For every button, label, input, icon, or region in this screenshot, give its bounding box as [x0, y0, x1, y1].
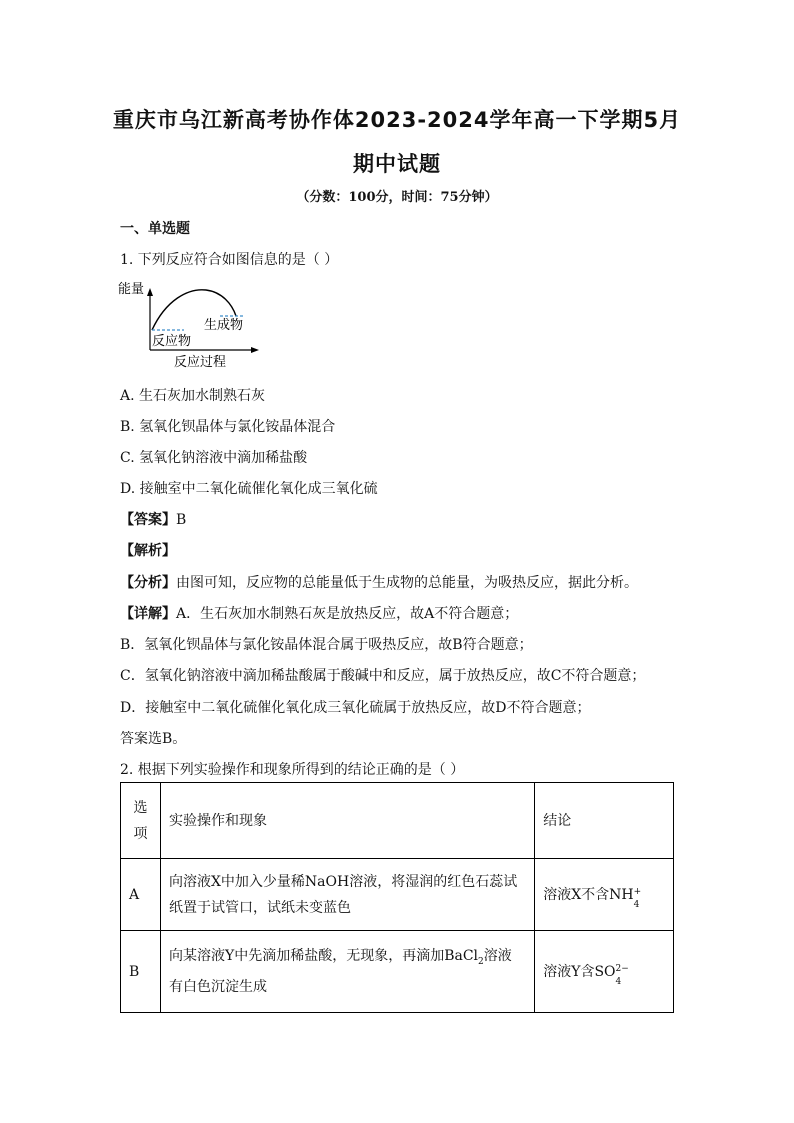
header-conclusion: 结论 — [535, 783, 674, 859]
xiangjie-c: C．氢氧化钠溶液中滴加稀盐酸属于酸碱中和反应，属于放热反应，故C不符合题意； — [120, 668, 646, 684]
xiangjie-b: B．氢氧化钡晶体与氯化铵晶体混合属于吸热反应，故B符合题意； — [120, 637, 533, 653]
x-axis-label: 反应过程 — [174, 355, 227, 370]
row-a-operation — [160, 859, 534, 931]
section-heading: 一、单选题 — [120, 221, 190, 237]
answer-tag: 【答案】 — [120, 512, 176, 528]
row-a-option: A — [121, 859, 161, 931]
xiangjie-a: A．生石灰加水制熟石灰是放热反应，故A不符合题意； — [176, 606, 519, 622]
row-a-conclusion — [535, 859, 674, 931]
xiangjie-d: D．接触室中二氧化硫催化氧化成三氧化硫属于放热反应，故D不符合题意； — [120, 700, 591, 716]
q1-stem: 1. 下列反应符合如图信息的是（ ） — [120, 252, 339, 268]
energy-diagram — [118, 278, 268, 370]
q1-option-c: C. 氢氧化钠溶液中滴加稀盐酸 — [120, 450, 308, 466]
doc-subtitle: （分数：100分，时间：75分钟） — [296, 190, 498, 205]
q1-option-b: B. 氢氧化钡晶体与氯化铵晶体混合 — [120, 419, 336, 435]
header-option: 选项 — [121, 783, 161, 859]
doc-title-line1: 重庆市乌江新高考协作体2023-2024学年高一下学期5月 — [112, 108, 682, 132]
q1-answer — [120, 509, 186, 529]
product-label: 生成物 — [204, 318, 244, 333]
y-axis-label: 能量 — [118, 282, 145, 297]
row-a-op-line2: 纸置于试管口，试纸未变蓝色 — [168, 899, 351, 916]
q1-xiangjie — [120, 603, 518, 623]
table-row — [121, 931, 674, 1013]
xiangjie-tag: 【详解】 — [120, 606, 176, 622]
table-row — [121, 859, 674, 931]
q2-table — [120, 782, 674, 1013]
q1-fenxi — [120, 572, 638, 592]
q1-option-a: A. 生石灰加水制熟石灰 — [120, 388, 266, 404]
analysis-tag: 【解析】 — [120, 543, 176, 559]
q2-stem: 2. 根据下列实验操作和现象所得到的结论正确的是（ ） — [120, 762, 465, 778]
row-b-op-line2: 有白色沉淀生成 — [168, 979, 267, 996]
table-header-row — [121, 783, 674, 859]
y-axis-arrow — [147, 288, 153, 296]
q1-option-d: D. 接触室中二氧化硫催化氧化成三氧化硫 — [120, 481, 378, 497]
fenxi-text: 由图可知，反应物的总能量低于生成物的总能量，为吸热反应，据此分析。 — [176, 575, 638, 591]
doc-title-line2: 期中试题 — [353, 152, 441, 176]
answer-value: B — [176, 512, 187, 528]
row-a-op-line1: 向溶液X中加入少量稀NaOH溶液，将湿润的红色石蕊试 — [168, 873, 518, 890]
fenxi-tag: 【分析】 — [120, 575, 176, 591]
row-b-option: B — [121, 931, 161, 1013]
header-operation: 实验操作和现象 — [160, 783, 534, 859]
reactant-label: 反应物 — [152, 334, 192, 349]
row-b-ion-charge: 2− 4 — [615, 963, 629, 987]
q1-conclusion: 答案选B。 — [120, 731, 187, 747]
row-b-conclusion — [535, 931, 674, 1013]
row-b-op-line1: 向某溶液Y中先滴加稀盐酸，无现象，再滴加BaCl$_2$溶液 — [168, 947, 512, 967]
x-axis-arrow — [251, 347, 259, 353]
row-b-operation — [160, 931, 534, 1013]
row-b-conclusion-text: 溶液Y含SO — [543, 963, 616, 980]
row-a-conclusion-text: 溶液X不含NH — [543, 886, 634, 903]
row-a-ion-charge: + 4 — [633, 886, 642, 910]
